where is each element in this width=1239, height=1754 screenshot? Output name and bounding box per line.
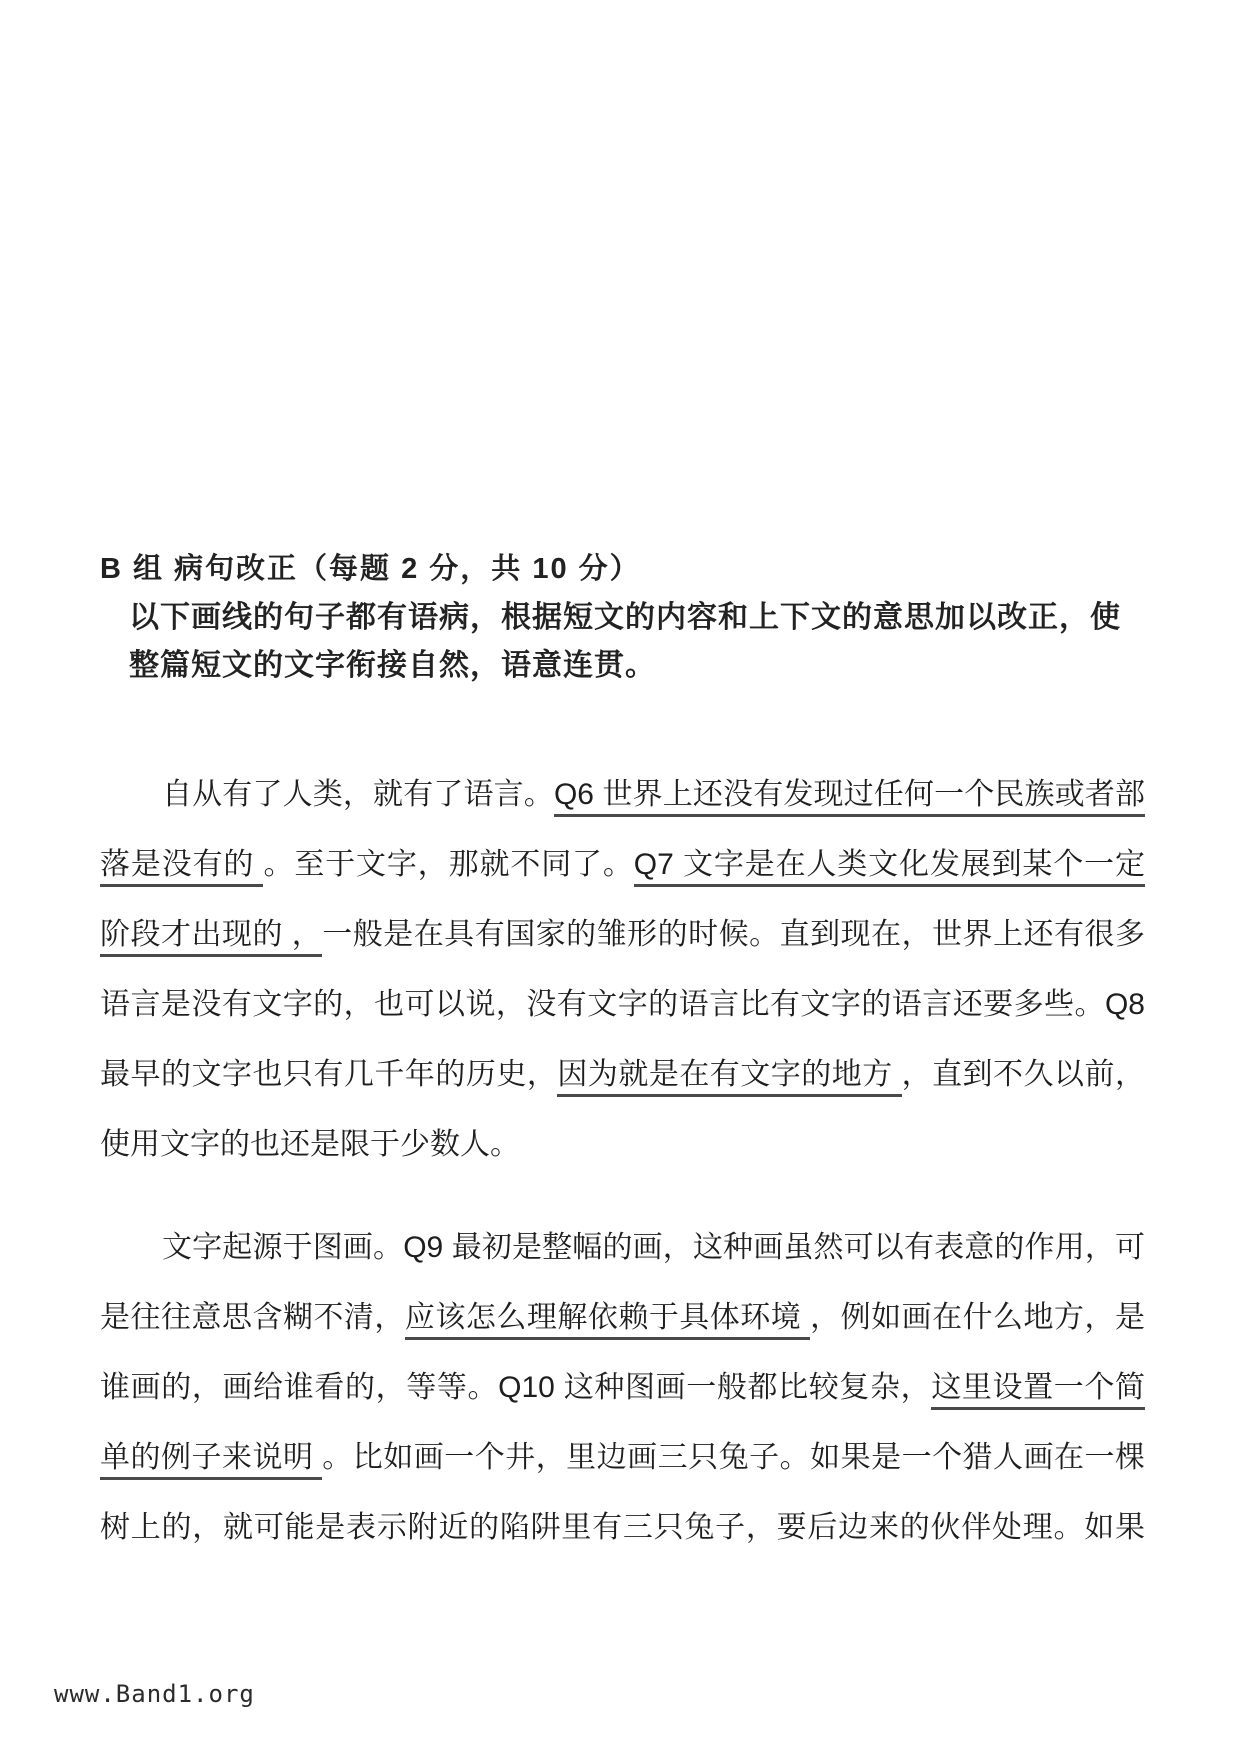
- text-line: [100, 830, 1145, 900]
- text-line: [100, 1423, 1145, 1493]
- text-line: [100, 760, 1145, 830]
- text-line: [100, 1283, 1145, 1353]
- section-title: B 组 病句改正（每题 2 分，共 10 分）: [100, 553, 641, 585]
- underlined-segment: 单的例子来说明: [100, 1441, 322, 1480]
- underlined-segment: 因为就是在有文字的地方: [557, 1058, 901, 1097]
- text-segment: 语言是没有文字的，也可以说，没有文字的语言比有文字的语言还要多些。Q8: [100, 988, 1145, 1021]
- underlined-segment: 应该怎么理解依赖于具体环境: [405, 1301, 810, 1340]
- text-line: [100, 1040, 1145, 1110]
- text-segment: 最早的文字也只有几千年的历史，: [100, 1058, 558, 1091]
- text-segment: 。至于文字，那就不同了。: [263, 848, 634, 881]
- underlined-segment: Q6 世界上还没有发现过任何一个民族或者部: [554, 778, 1145, 817]
- underlined-segment: 这里设置一个简: [931, 1371, 1145, 1410]
- paragraph: [100, 1213, 1145, 1563]
- text-segment: 是往往意思含糊不清，: [100, 1301, 405, 1334]
- text-line: [100, 1353, 1145, 1423]
- text-segment: 自从有了人类，就有了语言。: [162, 778, 554, 811]
- underlined-segment: 落是没有的: [100, 848, 263, 887]
- instruction-line: 整篇短文的文字衔接自然，语意连贯。: [129, 649, 656, 682]
- text-line: [100, 1110, 1145, 1180]
- paragraph: [100, 760, 1145, 1180]
- instruction-line: 以下画线的句子都有语病，根据短文的内容和上下文的意思加以改正，使: [129, 601, 1121, 634]
- text-segment: 。比如画一个井，里边画三只兔子。如果是一个猎人画在一棵: [322, 1441, 1146, 1474]
- underlined-segment: Q7 文字是在人类文化发展到某个一定: [634, 848, 1145, 887]
- text-segment: 树上的，就可能是表示附近的陷阱里有三只兔子，要后边来的伙伴处理。如果: [100, 1511, 1145, 1544]
- text-segment: ，直到不久以前，: [901, 1058, 1146, 1091]
- text-segment: ，例如画在什么地方，是: [810, 1301, 1146, 1334]
- text-line: [100, 1213, 1145, 1283]
- text-segment: 一般是在具有国家的雏形的时候。直到现在，世界上还有很多: [322, 918, 1146, 951]
- text-line: [100, 970, 1145, 1040]
- text-segment: 谁画的，画给谁看的，等等。Q10 这种图画一般都比较复杂，: [100, 1371, 932, 1404]
- text-line: [100, 900, 1145, 970]
- site-url-watermark: www.Band1.org: [54, 1680, 255, 1708]
- text-segment: 文字起源于图画。Q9 最初是整幅的画，这种画虽然可以有表意的作用，可: [162, 1231, 1145, 1264]
- underlined-segment: 阶段才出现的 ，: [100, 918, 322, 957]
- text-segment: 使用文字的也还是限于少数人。: [100, 1128, 520, 1161]
- section-heading: [100, 545, 1170, 690]
- text-line: [100, 1493, 1145, 1563]
